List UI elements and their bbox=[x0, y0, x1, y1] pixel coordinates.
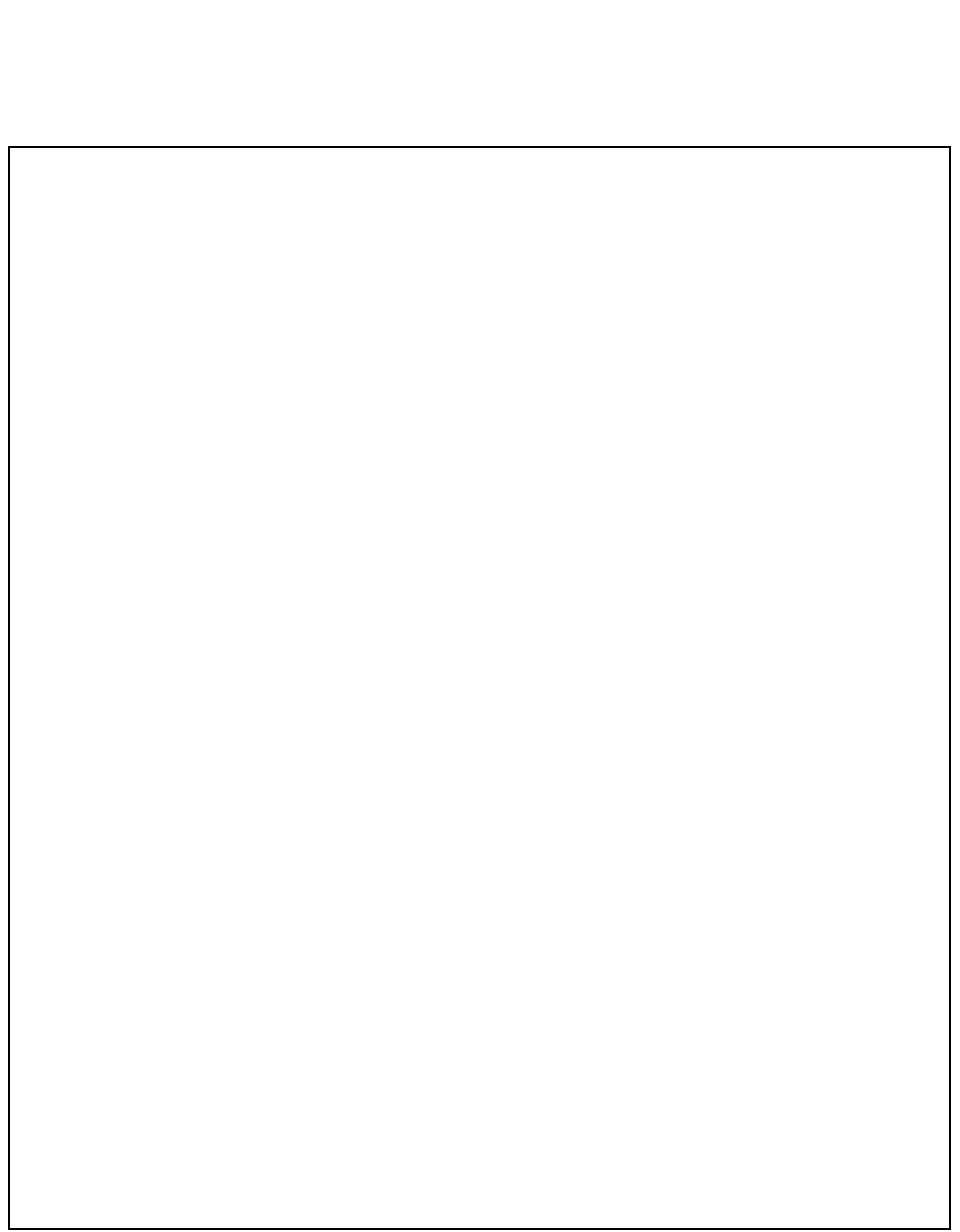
schedule-table bbox=[8, 146, 951, 1230]
